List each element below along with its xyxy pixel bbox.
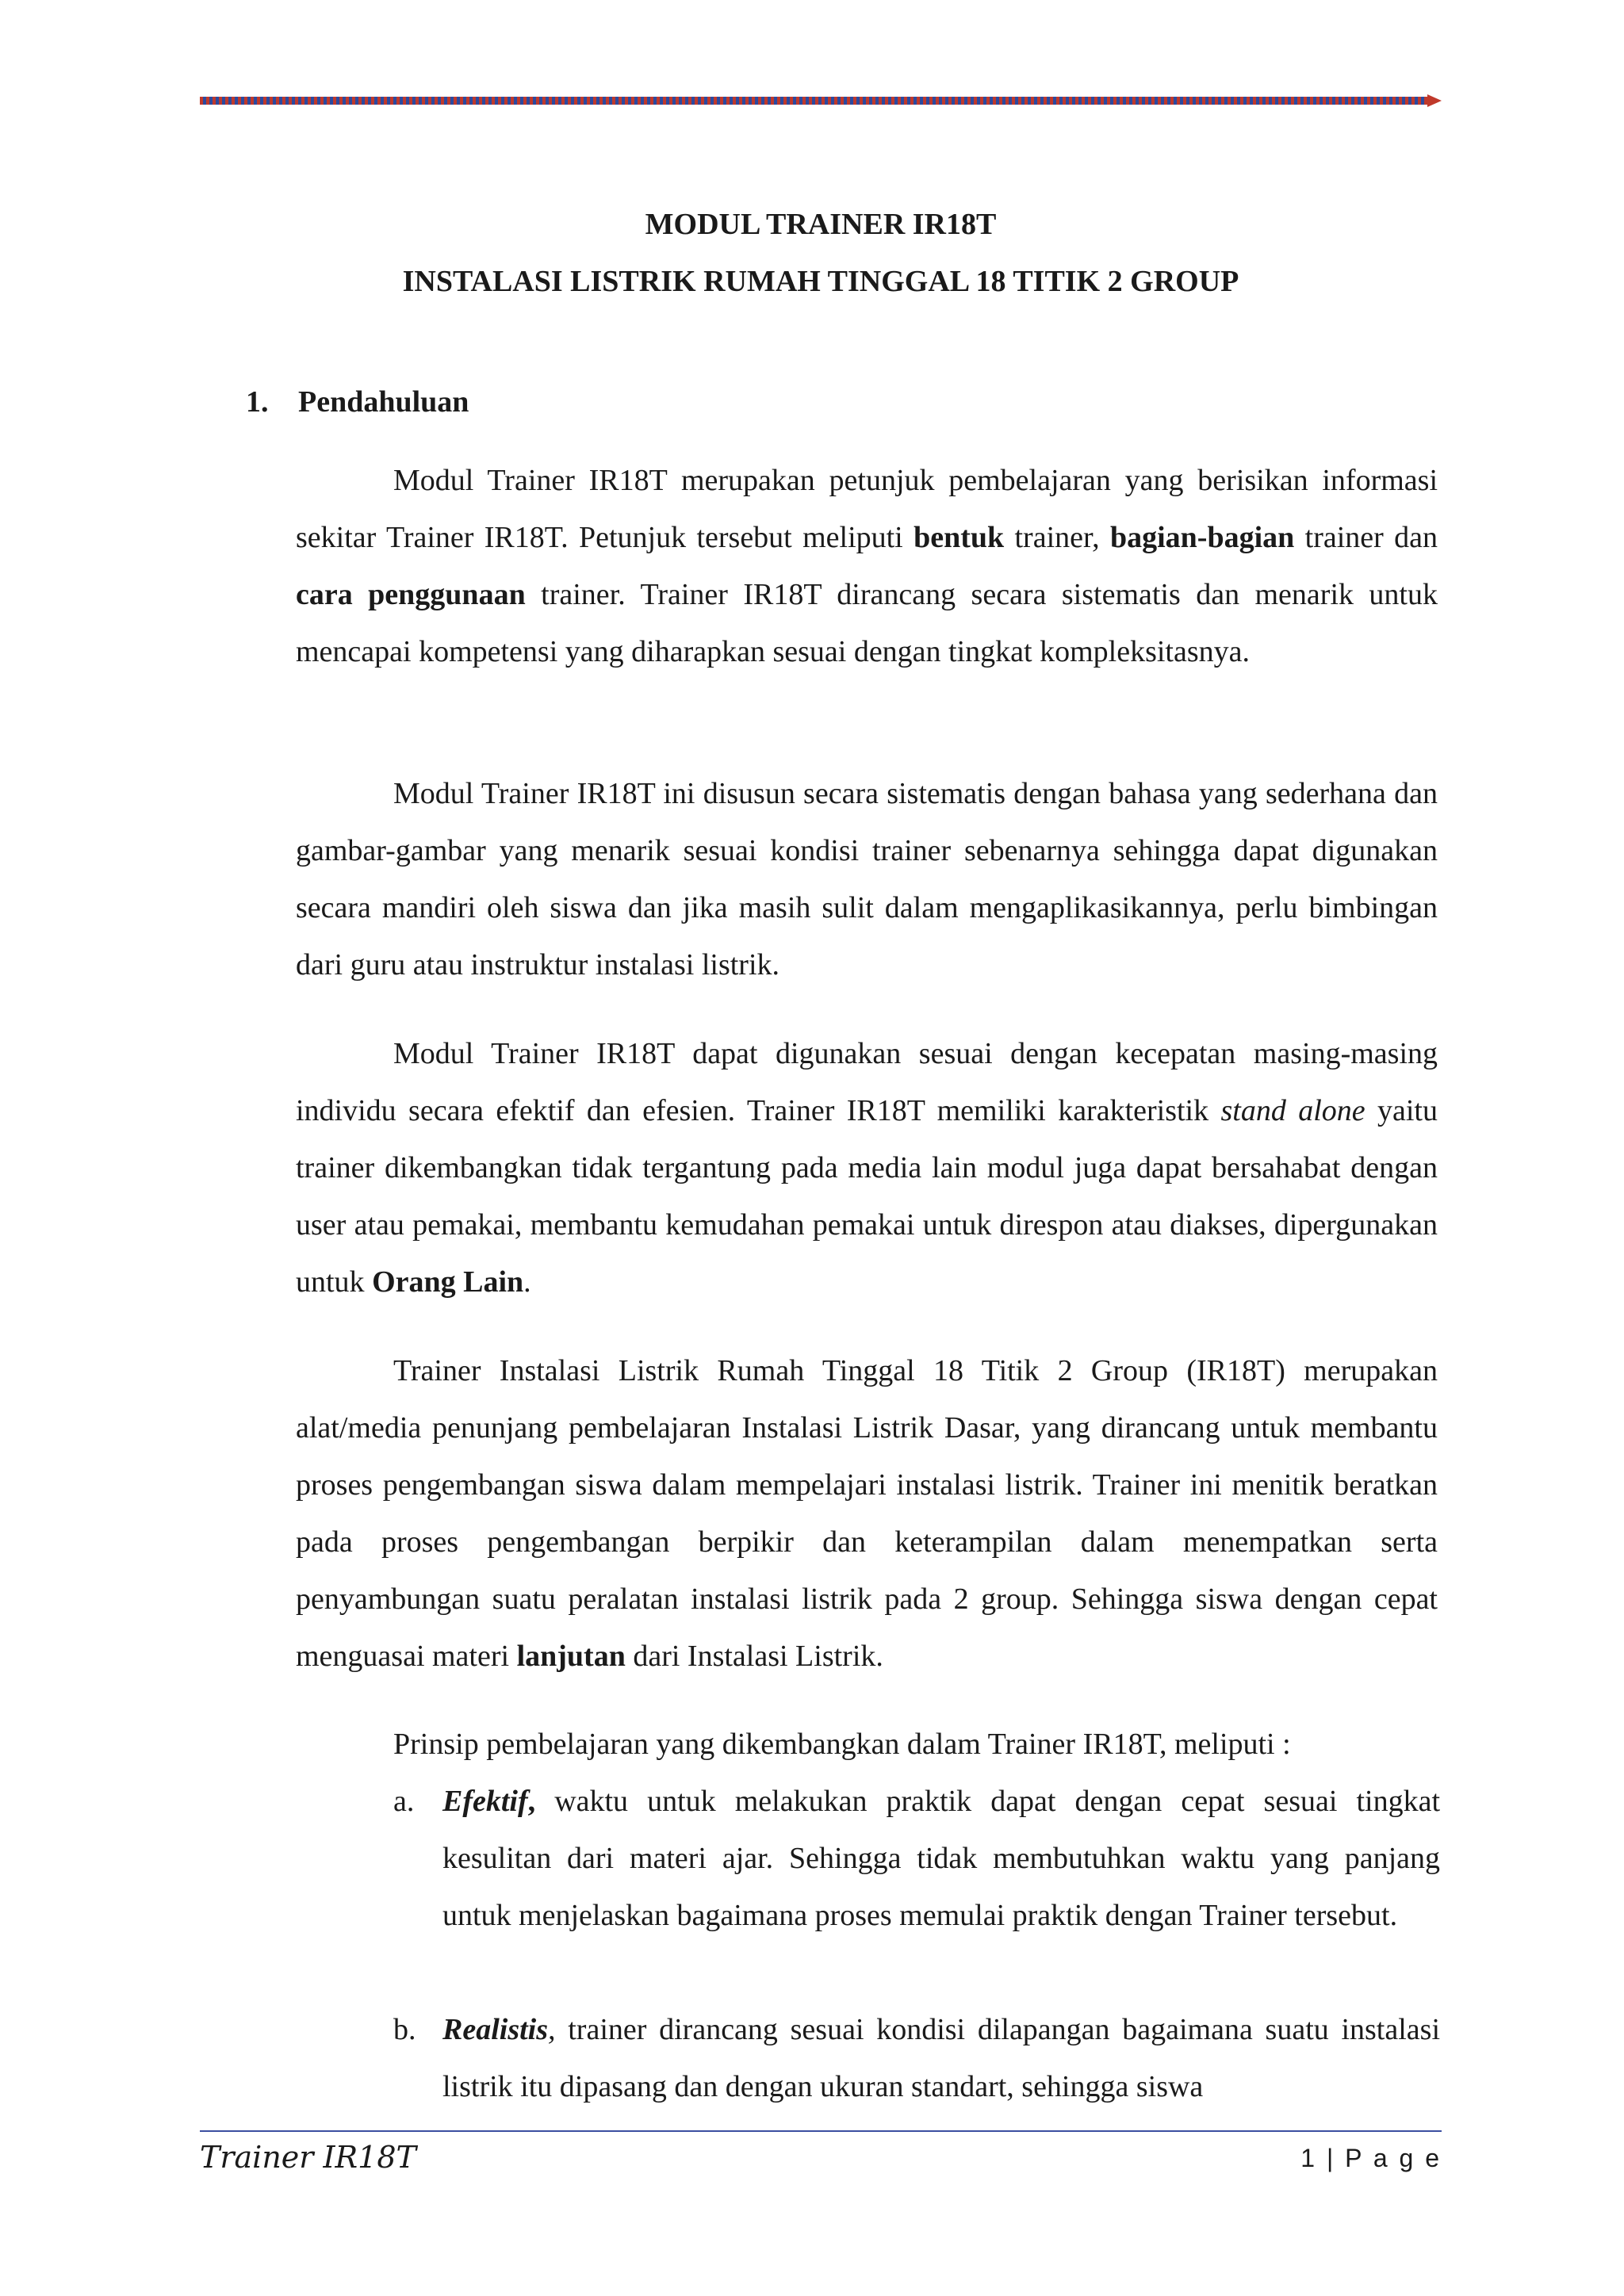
list-marker: a.: [393, 1785, 415, 1818]
text-run: trainer,: [1004, 521, 1110, 554]
footer-rule: [200, 2130, 1442, 2132]
list-item-b: [393, 2001, 1440, 2115]
rule-arrow-icon: [1427, 94, 1442, 107]
bold-run: bagian-bagian: [1109, 521, 1295, 554]
text-run: Trainer Instalasi Listrik Rumah Tinggal 18 Titik 2 Group (IR18T) merupakan alat/media penunjang pembelajaran Instalasi Listrik Dasar, yang dirancang untuk membantu proses pengembangan siswa dalam mempelajari instalasi listrik. Trainer ini menitik beratkan pada proses pengembangan berpikir dan keterampilan dalam menempatkan serta penyambungan suatu peralatan instalasi listrik pada 2 group. Sehingga siswa dengan cepat menguasai materi: [296, 1354, 1438, 1673]
bold-run: cara penggunaan: [296, 578, 526, 611]
header-decorative-rule: [200, 94, 1442, 108]
title-line-2: INSTALASI LISTRIK RUMAH TINGGAL 18 TITIK 2 GROUP: [402, 265, 1239, 298]
list-item-a: [393, 1773, 1440, 1944]
list-term-separator: ,: [548, 2013, 556, 2046]
bold-run: lanjutan: [516, 1640, 626, 1673]
paragraph-2: [296, 765, 1438, 993]
footer-document-name: Trainer IR18T: [200, 2140, 416, 2175]
italic-run: stand alone: [1220, 1094, 1365, 1127]
bold-run: Orang Lain: [372, 1265, 524, 1299]
paragraph-1: [296, 452, 1438, 680]
page-number: 1: [1300, 2144, 1318, 2172]
text-run: dari Instalasi Listrik.: [625, 1640, 883, 1673]
list-marker: b.: [393, 2013, 416, 2046]
list-text: waktu untuk melakukan praktik dapat dengan cepat sesuai tingkat kesulitan dari materi ajar. Sehingga tidak membutuhkan waktu yang panjang untuk menjelaskan bagaimana proses memulai praktik dengan Trainer tersebut.: [442, 1785, 1440, 1932]
paragraph-5: [393, 1716, 1440, 1773]
page-label: P a g e: [1345, 2144, 1442, 2172]
list-term: Efektif: [442, 1785, 528, 1818]
page-separator: |: [1326, 2144, 1336, 2172]
document-title-block: [200, 196, 1442, 310]
list-item-body: [442, 1773, 1440, 1944]
text-run: Prinsip pembelajaran yang dikembangkan dalam Trainer IR18T, meliputi :: [393, 1728, 1291, 1761]
text-run: .: [523, 1265, 531, 1299]
list-text: trainer dirancang sesuai kondisi dilapangan bagaimana suatu instalasi listrik itu dipasang dan dengan ukuran standart, sehingga siswa: [442, 2013, 1440, 2103]
text-run: yaitu trainer dikembangkan tidak tergantung pada media lain modul juga dapat bersahabat dengan user atau pemakai, membantu kemudahan pemakai untuk direspon atau diakses, dipergunakan untuk: [296, 1094, 1438, 1299]
text-run: trainer. Trainer IR18T dirancang secara sistematis dan menarik untuk mencapai kompetensi yang diharapkan sesuai dengan tingkat kompleksitasnya.: [296, 578, 1438, 668]
text-run: Modul Trainer IR18T ini disusun secara sistematis dengan bahasa yang sederhana dan gambar-gambar yang menarik sesuai kondisi trainer sebenarnya sehingga dapat digunakan secara mandiri oleh siswa dan jika masih sulit dalam mengaplikasikannya, perlu bimbingan dari guru atau instruktur instalasi listrik.: [296, 777, 1438, 982]
section-title: Pendahuluan: [298, 385, 469, 419]
list-term-separator: ,: [527, 1785, 536, 1818]
list-term: Realistis: [442, 2013, 549, 2046]
paragraph-4: [296, 1342, 1438, 1685]
paragraph-3: [296, 1025, 1438, 1311]
section-number: 1.: [246, 385, 269, 419]
footer-page-indicator: [1300, 2141, 1442, 2175]
bold-run: bentuk: [914, 521, 1005, 554]
text-run: trainer dan: [1294, 521, 1438, 554]
text-run: Modul Trainer IR18T merupakan petunjuk pembelajaran yang berisikan informasi sekitar Trainer IR18T. Petunjuk tersebut meliputi: [296, 464, 1438, 554]
list-item-body: [442, 2001, 1440, 2115]
title-line-1: MODUL TRAINER IR18T: [645, 208, 997, 241]
text-run: Modul Trainer IR18T dapat digunakan sesuai dengan kecepatan masing-masing individu secara efektif dan efesien. Trainer IR18T memiliki karakteristik: [296, 1037, 1438, 1127]
section-heading: [246, 381, 469, 423]
